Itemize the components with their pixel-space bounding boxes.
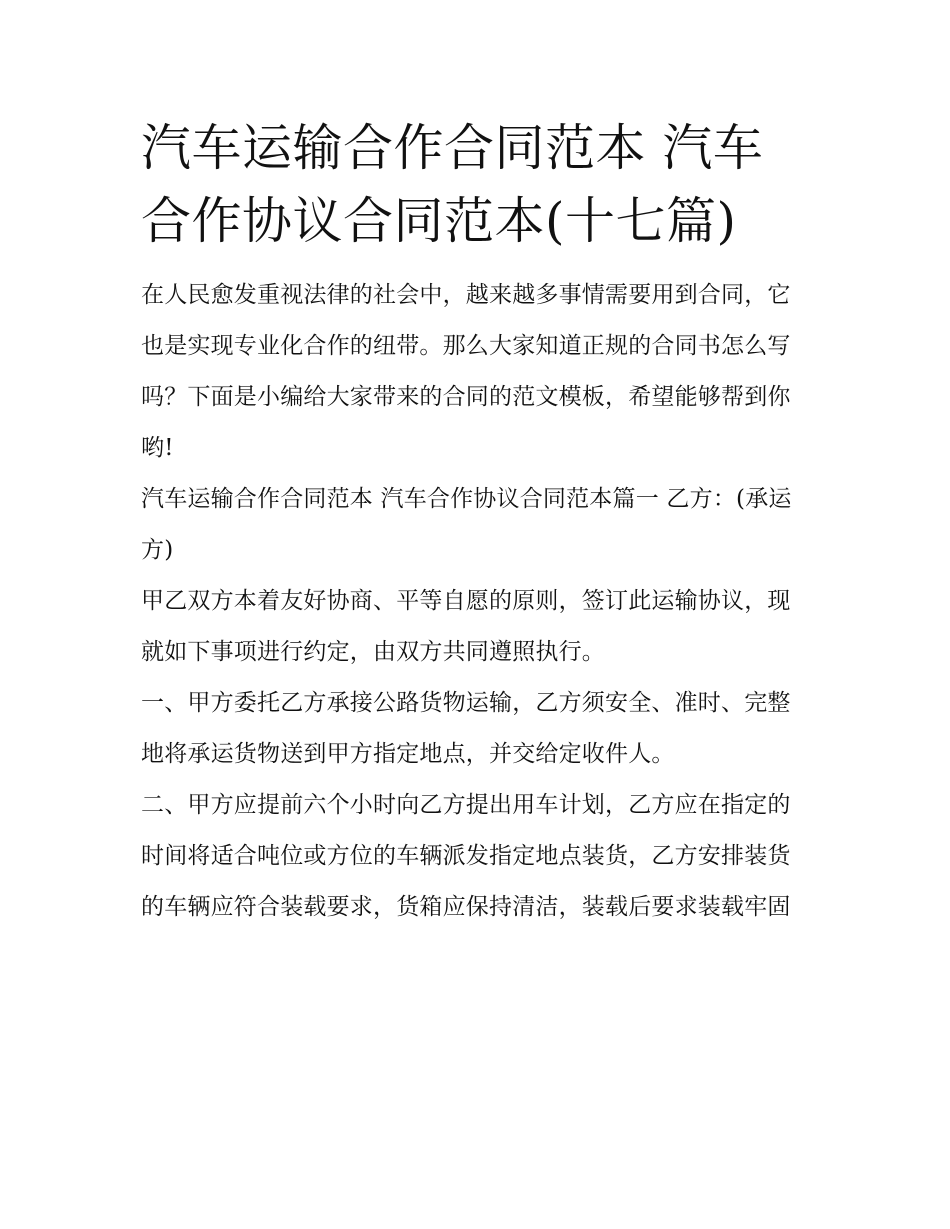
paragraph-clause-one: 一、甲方委托乙方承接公路货物运输，乙方须安全、准时、完整地将承运货物送到甲方指定地点，并交给定收件人。: [141, 690, 791, 767]
paragraph-agreement-principle: 甲乙双方本着友好协商、平等自愿的原则，签订此运输协议，现就如下事项进行约定，由双方共同遵照执行。: [141, 588, 791, 665]
document-body: [141, 270, 813, 933]
document-title: 汽车运输合作合同范本 汽车合作协议合同范本(十七篇): [141, 119, 764, 250]
document-page: [141, 112, 813, 933]
paragraph-intro: 在人民愈发重视法律的社会中，越来越多事情需要用到合同，它也是实现专业化合作的纽带。那么大家知道正规的合同书怎么写吗？下面是小编给大家带来的合同的范文模板，希望能够帮到你哟!: [141, 282, 791, 461]
paragraph-clause-two: 二、甲方应提前六个小时向乙方提出用车计划，乙方应在指定的时间将适合吨位或方位的车辆派发指定地点装货，乙方安排装货的车辆应符合装载要求，货箱应保持清洁，装载后要求装载牢固: [141, 792, 791, 920]
paragraph-heading-chapter-one: 汽车运输合作合同范本 汽车合作协议合同范本篇一 乙方：(承运方): [141, 486, 792, 563]
